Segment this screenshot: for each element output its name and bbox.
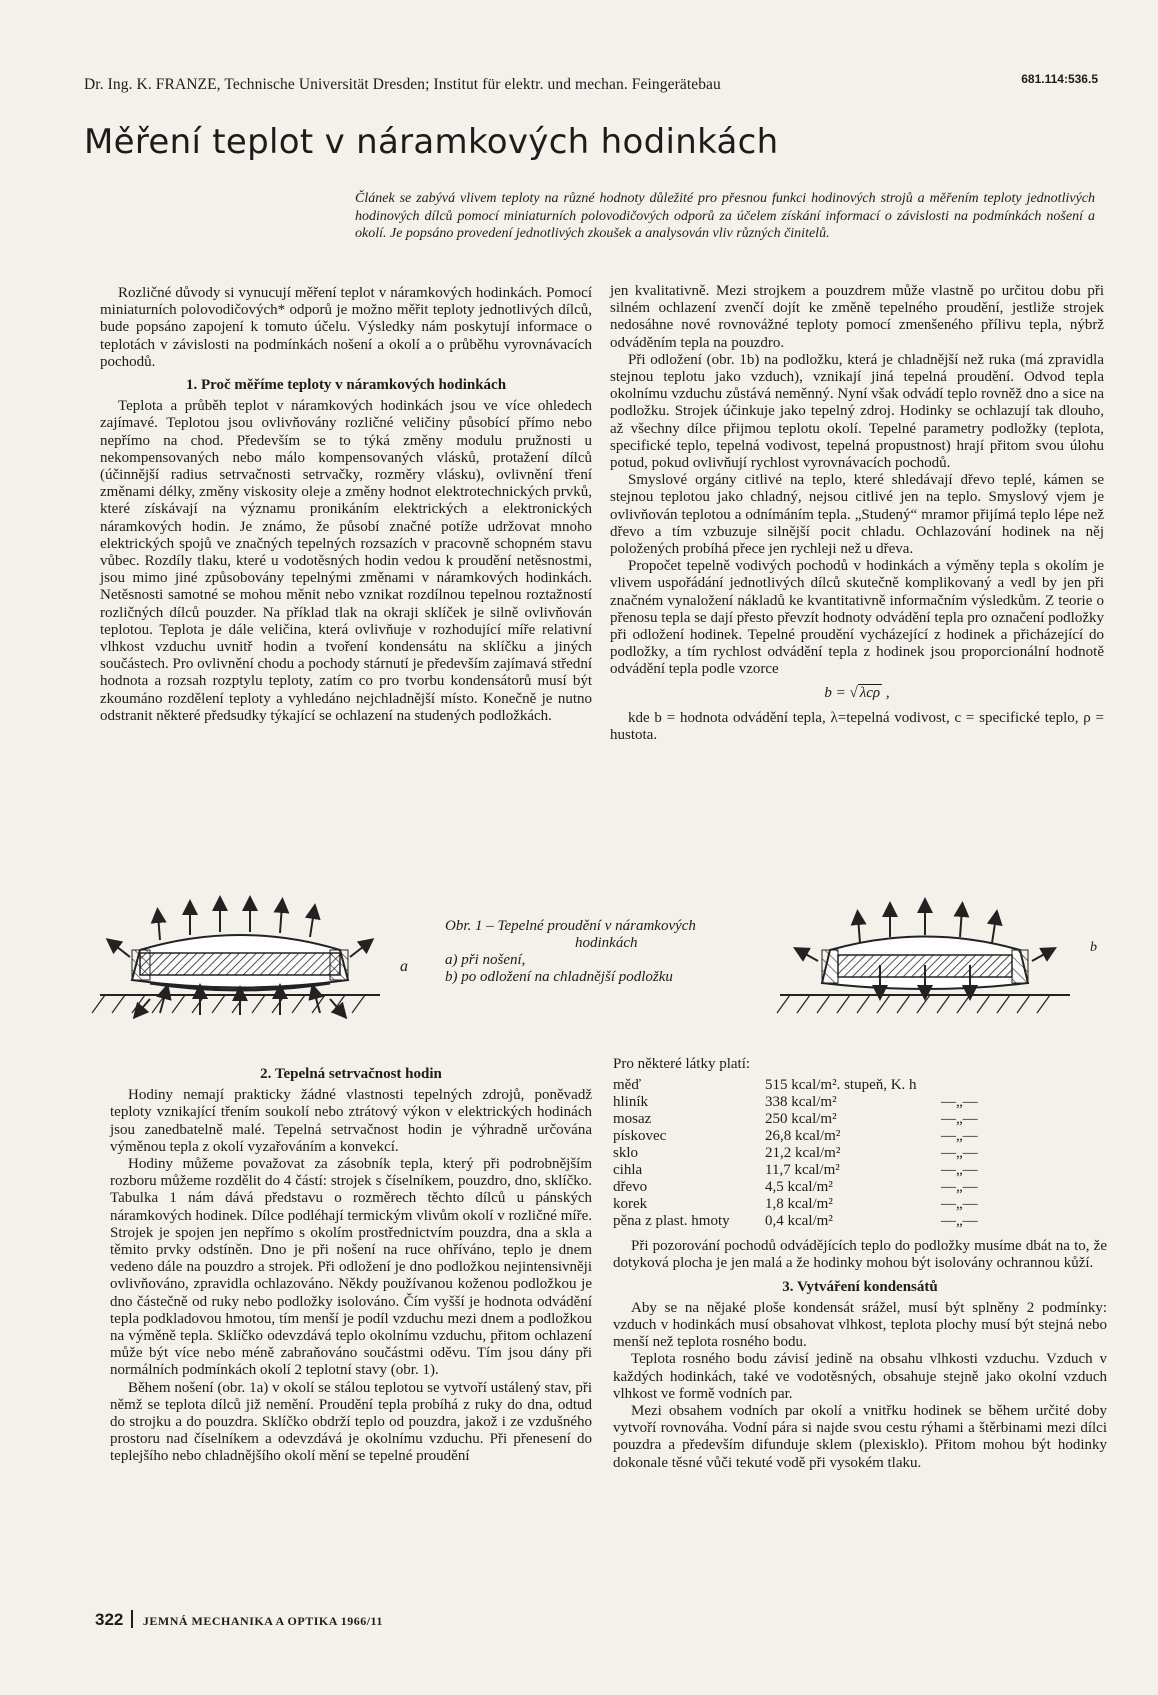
intro-paragraph: Rozličné důvody si vynucují měření teplot v náramkových hodinkách. Pomocí miniaturních polovodičových* odporů je možno měřit teploty jednotlivých dílců, bude popsáno zapojení k tomuto účelu. Výsledky nám poskytují informace o teplotách v závislosti na podmínkách nošení a okolí a o průběhu vyrovnávacích pochodů. <box>100 285 592 370</box>
section-1-heading: 1. Proč měříme teploty v náramkových hodinkách <box>185 377 507 394</box>
formula-root: λcρ <box>859 684 881 701</box>
watch-diagram-b <box>777 905 1070 1013</box>
caption-item-b: b) po odložení na chladnější podložku <box>445 969 673 985</box>
journal-name: JEMNÁ MECHANIKA A OPTIKA 1966/11 <box>142 1614 383 1628</box>
paragraph-odlozeni: Při odložení (obr. 1b) na podložku, která je chladnější než ruka (má zpravidla stejnou teplotu jako vzduch), vznikají jiná tepelná proudění. Odvod tepla okolnímu vzduchu zůstává neměnný. Nyní však odvádí teplo rovněž dno a sice na podložku. Strojek účinkuje jako tepelný zdroj. Hodinky se ochlazují tak dlouho, až všechny dílce přijmou teplotu okolí. Tepelné parametry podložky (teplota, specifické teplo, tepelná vodivost, tepelná propustnost) hrají přitom svou úlohu potud, pokud ovlivňují rychlost vyrovnávacích pochodů. <box>610 351 1104 472</box>
table-row <box>613 1196 978 1213</box>
abstract: Článek se zabývá vlivem teploty na různé hodnoty důležité pro přesnou funkci hodinových strojů a měřením teploty jednotlivých hodinových dílců pomocí miniaturních polovodičových odporů za účelem získání informací o závislosti na podmínkách nošení a okolí. Je popsáno provedení jednotlivých zkoušek a analysován vliv různých činitelů. <box>355 191 1095 241</box>
material-name: korek <box>613 1196 648 1213</box>
article-title: Měření teplot v náramkových hodinkách <box>84 122 779 162</box>
udc-code: 681.114:536.5 <box>1021 72 1098 86</box>
caption-item-a: a) při nošení, <box>445 952 526 968</box>
material-name: pískovec <box>613 1128 667 1145</box>
material-name: sklo <box>613 1145 639 1162</box>
section-1-body: Teplota a průběh teplot v náramkových hodinkách jsou ve více ohledech zajímavé. Teplotou jsou ovlivňovány rozličné veličiny působící přímo nebo nepřímo na chod. Především se to týká změny modulu pružnosti u nekompensovaných nebo málo kompensovaných vlásků, protažení dílců (účinnější radius setrvačnosti setrvačky, rozměry vlásku), ovlivnění tření změnami délky, změny viskosity oleje a změny hodnot elektrotechnických prvků, které získávají na významu pronikáním elektrických a elektronických náramkových hodin. Je známo, že působí značné potíže udržovat mnoho elektrických spojů ve značných tepelných rozsazích v pracovně schopném stavu vůbec. Rozdíly tlaku, které u vodotěsných hodin vedou k proudění netěsnostmi, jsou mimo jiné způsobovány tepelnými změnami v náramkových hodinkách. Netěsnosti samotné se mohou měnit nebo vznikat rozdílnou tepelnou roztažností rozličných dílců pouzder. Na příklad tlak na okraji sklíček je silně ovlivňován teplotou. Teplota je dále veličina, která ovlivňuje v rozhodující míře relativní vlhkost vzduchu uvnitř hodin a tvoření kondensátu na sklíčku a jiných součástech. Pro ovlivnění chodu a pochody stárnutí je především zajímavá střední hodnota a rozsah rozptylu teploty, zatím co pro tvorbu kondensátorů musí být zkoumáno rozdělení teploty a vyhledáno nejchladnější místo. Konečně je nutno odstranit některé předsudky týkající se ochlazení na studených podložkách. <box>100 398 592 724</box>
formula-lhs: b = <box>824 684 850 701</box>
ditto-mark: —„— <box>941 1128 978 1145</box>
figure-caption <box>445 918 696 986</box>
paragraph-continuation: jen kvalitativně. Mezi strojkem a pouzdrem může vlastně po určitou dobu při silném ochlazení zvenčí dojít ke změně tepelného proudění, jestliže strojek nedosáhne nové rovnovážné teploty pomocí zmenšeného přílivu tepla, nýbrž odváděním tepla na pouzdro. <box>610 283 1104 351</box>
section-2-heading: 2. Tepelná setrvačnost hodin <box>260 1066 442 1082</box>
table-row <box>613 1162 978 1179</box>
right-column-upper <box>610 283 1104 744</box>
footer-divider <box>131 1610 133 1628</box>
paragraph-smyslove: Smyslové orgány citlivé na teplo, které shledávají dřevo teplé, kámen se stejnou teplotou jako chladný, nejsou citlivé jen na teplo. Smyslový vjem je ovlivňován teplotou a odnímáním tepla. „Studený“ mramor přijímá teplo lépe než dřevo a tím vzbuzuje silnější pocit chladu. Ochlazování hodinek na něj položených probíhá přece jen rychleji než u dřeva. <box>610 472 1104 558</box>
watch-diagram-a <box>92 903 380 1015</box>
material-value: 250 kcal/m² <box>765 1111 837 1128</box>
material-value: 11,7 kcal/m² <box>765 1162 840 1179</box>
material-value: 338 kcal/m² <box>765 1094 837 1111</box>
right-column-lower <box>613 1056 1107 1472</box>
formula-end: , <box>882 684 890 701</box>
ditto-mark: —„— <box>941 1111 978 1128</box>
material-name: měď <box>613 1077 642 1094</box>
ditto-mark: —„— <box>941 1094 978 1111</box>
section-3-p2: Teplota rosného bodu závisí jedině na obsahu vlhkosti vzduchu. Vzduch v každých hodinkách, také ve vodotěsných, obsahuje stejně jako okolní vzduch vlhkost ve formě vodních par. <box>613 1351 1107 1402</box>
page-number: 322 <box>95 1610 124 1629</box>
table-row <box>613 1128 978 1145</box>
section-2-p2: Hodiny můžeme považovat za zásobník tepla, který při podrobnějším rozboru můžeme rozdělit do 4 částí: strojek s číselníkem, pouzdro, dno, sklíčko. Tabulka 1 nám dává představu o rozměrech těchto dílců u pánských náramkových hodinek. Dílce podléhají termickým vlivům okolí v rozličné míře. Strojek je spojen jen nepřímo s okolím prostřednictvím pouzdra, dna a skla a těmito prvky odstíněn. Dno je při nošení na ruce ohříváno, teplo je dnem vedeno dále na pouzdro a strojek. Při odložení je dno podložkou nejintensivněji ovlivňováno, zpravidla ochlazováno. Někdy používanou koženou podložkou je dno částečně od ruky nebo podložky isolováno. Čím vyšší je hodnota odvádění tepla podkladovou hmotou, tím menší je podíl vzduchu mezi dnem a podložkou na výměně tepla. Sklíčko odevzdává teplo okolnímu vzduchu, přitom ochlazení může být více nebo méně zabraňováno součástmi oděvu. Tím jsou dány při normálních podmínkách okolí 2 teplotní stavy (obr. 1). <box>110 1156 592 1379</box>
material-name: mosaz <box>613 1111 652 1128</box>
paragraph-propocet: Propočet tepelně vodivých pochodů v hodinkách a výměny tepla s okolím je vlivem uspořádání jednotlivých dílců skutečně komplikovaný a vedl by jen při značném vynaložení nákladů ke kvantitativně informačním výsledkům. Z teorie o přenosu tepla se dají přesto převzít hodnoty odvádění tepla pro označení podložky při odložení hodinek. Tepelné proudění vycházející z hodinek a přicházející do podložky, a tím rychlost odvádění tepla z hodinek jsou proporcionální hodnotě odvádění tepla podle vzorce <box>610 558 1104 678</box>
ditto-mark: —„— <box>941 1196 978 1213</box>
author-byline: Dr. Ing. K. FRANZE, Technische Universität Dresden; Institut für elektr. und mechan. Feingerätebau <box>84 76 721 93</box>
materials-table <box>613 1077 978 1230</box>
table-row <box>613 1094 978 1111</box>
material-value: 515 kcal/m². stupeň, K. h <box>765 1077 917 1094</box>
table-row <box>613 1111 978 1128</box>
caption-line-2: hodinkách <box>575 935 638 951</box>
section-3-p1: Aby se na nějaké ploše kondensát srážel, musí být splněny 2 podmínky: vzduch v hodinkách musí obsahovat vlhkost, teplota plochy musí být stejná nebo menší než teplota rosného bodu. <box>613 1299 1107 1351</box>
section-2-p1: Hodiny nemají prakticky žádné vlastnosti tepelných zdrojů, poněvadž teploty vznikající třením soukolí nebo ztrátový výkon v elektrických hodinách jsou zanedbatelně malé. Tepelná setrvačnost hodin je výhradně určována výměnou tepla z okolí vyzařováním a konvekcí. <box>110 1087 592 1155</box>
table-row <box>613 1145 978 1162</box>
material-value: 4,5 kcal/m² <box>765 1179 833 1196</box>
formula: b = √ λcρ , <box>824 684 890 701</box>
paragraph-pozorovani: Při pozorování pochodů odvádějících teplo do podložky musíme dbát na to, že dotyková plocha je jen malá a že hodinky mohou být isolovány ochrannou kůží. <box>613 1238 1107 1272</box>
figure-label-a: a <box>400 958 408 975</box>
ditto-mark: —„— <box>941 1179 978 1196</box>
section-3-p3: Mezi obsahem vodních par okolí a vnitřku hodinek se během určité doby vytvoří rovnováha. Vodní pára si najde svou cestu rýhami a štěrbinami mezi dílci pouzdra a především difunduje sklem (plexisklo). Přitom mohou být hodinky dokonale těsné vůči tekuté vodě při vysokém tlaku. <box>613 1403 1107 1471</box>
left-column-upper <box>100 285 592 725</box>
page-footer <box>95 1610 383 1630</box>
caption-line-1: Obr. 1 – Tepelné proudění v náramkových <box>445 918 696 934</box>
material-value: 0,4 kcal/m² <box>765 1213 833 1230</box>
material-name: hliník <box>613 1094 649 1111</box>
ditto-mark: —„— <box>941 1162 978 1179</box>
table-intro: Pro některé látky platí: <box>613 1056 751 1072</box>
material-value: 26,8 kcal/m² <box>765 1128 841 1145</box>
material-name: dřevo <box>613 1179 648 1196</box>
table-row <box>613 1179 978 1196</box>
material-name: cihla <box>613 1162 643 1179</box>
material-value: 21,2 kcal/m² <box>765 1145 841 1162</box>
material-value: 1,8 kcal/m² <box>765 1196 833 1213</box>
material-name: pěna z plast. hmoty <box>613 1213 730 1230</box>
section-3-heading: 3. Vytváření kondensátů <box>782 1278 938 1295</box>
left-column-lower <box>110 1060 592 1466</box>
figure-label-b: b <box>1090 940 1097 955</box>
ditto-mark: —„— <box>941 1213 978 1230</box>
section-2-p3: Během nošení (obr. 1a) v okolí se stálou teplotou se vytvoří ustálený stav, při němž se teplota dílců již nemění. Proudění tepla probíhá z ruky do dna, odtud do strojku a do pouzdra. Sklíčko obdrží teplo od pouzdra, jakož i ze vzdušného prostoru nad číselníkem a odevzdává je okolnímu vzduchu. Při přenesení do teplejšího nebo chladnějšího okolí mění se tepelné proudění <box>110 1379 592 1465</box>
table-row <box>613 1077 978 1094</box>
ditto-mark: —„— <box>941 1145 978 1162</box>
formula-legend: kde b = hodnota odvádění tepla, λ=tepelná vodivost, c = specifické teplo, ρ = hustota. <box>610 709 1104 744</box>
table-row <box>613 1213 978 1230</box>
